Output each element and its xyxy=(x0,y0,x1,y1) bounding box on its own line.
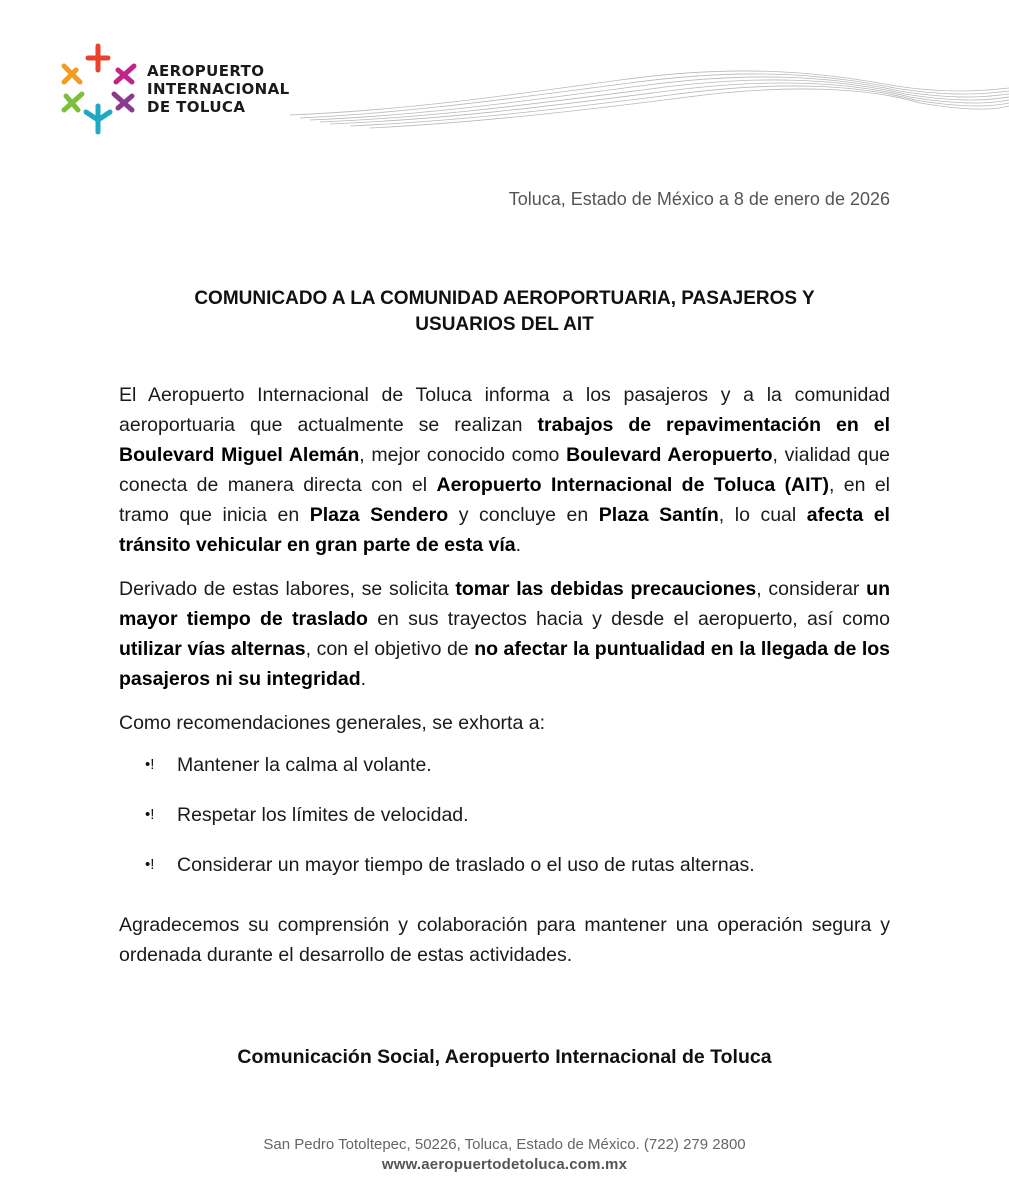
paragraph-2 xyxy=(119,574,890,694)
logo-plane-red xyxy=(88,46,108,70)
paragraph-text: , con el objetivo de xyxy=(305,638,475,660)
footer-address: San Pedro Totoltepec, 50226, Toluca, Estado de México. (722) 279 2800 xyxy=(263,1136,746,1153)
list-item-text: Mantener la calma al volante. xyxy=(177,754,432,776)
footer xyxy=(119,1135,890,1175)
paragraph-text: . xyxy=(515,534,522,556)
title-line-2: USUARIOS DEL AIT xyxy=(415,314,594,335)
emphasis-text: Aeropuerto Internacional de Toluca (AIT) xyxy=(436,474,829,496)
document-date: Toluca, Estado de México a 8 de enero de 2026 xyxy=(508,189,890,209)
bullet-icon: •! xyxy=(145,756,155,773)
emphasis-text: un mayor tiempo de traslado xyxy=(119,578,890,630)
bullet-icon: •! xyxy=(145,856,155,873)
paragraph-text: , mejor conocido como xyxy=(359,444,567,466)
emphasis-text: trabajos de repavimentación en el Boulevard Miguel Alemán xyxy=(119,414,890,466)
closing-paragraph: Agradecemos su comprensión y colaboración para mantener una operación segura y ordenada durante el desarrollo de estas actividades. xyxy=(119,914,890,966)
emphasis-text: tomar las debidas precauciones xyxy=(455,578,757,600)
logo-line-3: DE TOLUCA xyxy=(147,98,246,116)
list-item xyxy=(119,800,890,850)
list-item-text: Considerar un mayor tiempo de traslado o el uso de rutas alternas. xyxy=(177,854,755,876)
paragraph-text: , vialidad que conecta de manera directa con el xyxy=(119,444,891,496)
recommendations-list xyxy=(119,750,890,900)
paragraph-text: , en el tramo que inicia en xyxy=(119,474,890,526)
logo-plane-orange xyxy=(64,66,80,82)
emphasis-text: Plaza Sendero xyxy=(309,504,449,526)
document-title xyxy=(119,286,890,338)
logo-plane-cyan xyxy=(86,106,110,132)
paragraph-1 xyxy=(119,380,890,560)
airport-logo-text xyxy=(147,62,290,116)
emphasis-text: no afectar la puntualidad en la llegada de los pasajeros ni su integridad xyxy=(119,638,891,690)
logo-plane-magenta xyxy=(116,66,134,82)
paragraph-text: en sus trayectos hacia y desde el aeropuerto, así como xyxy=(367,608,890,630)
bullet-icon: •! xyxy=(145,806,155,823)
paragraph-text: Derivado de estas labores, se solicita xyxy=(119,578,456,600)
paragraph-text: . xyxy=(360,668,367,690)
list-item xyxy=(119,750,890,800)
title-line-1: COMUNICADO A LA COMUNIDAD AEROPORTUARIA, PASAJEROS Y xyxy=(194,288,815,309)
list-item-text: Respetar los límites de velocidad. xyxy=(177,804,469,826)
emphasis-text: afecta el tránsito vehicular en gran parte de esta vía xyxy=(119,504,890,556)
logo-plane-green xyxy=(64,94,82,110)
emphasis-text: Boulevard Aeropuerto xyxy=(566,444,773,466)
paragraph-text: , considerar xyxy=(756,578,867,600)
signature: Comunicación Social, Aeropuerto Internacional de Toluca xyxy=(237,1046,772,1068)
paragraph-text: El Aeropuerto Internacional de Toluca informa a los pasajeros y a la comunidad aeroportuaria que actualmente se realizan xyxy=(119,384,890,436)
emphasis-text: Plaza Santín xyxy=(598,504,719,526)
decorative-waves xyxy=(290,40,1009,130)
letterhead xyxy=(0,0,1009,150)
logo-line-1: AEROPUERTO xyxy=(147,62,265,80)
logo-line-2: INTERNACIONAL xyxy=(147,80,290,98)
list-item xyxy=(119,850,890,900)
document-body xyxy=(119,380,890,984)
recommendations-intro: Como recomendaciones generales, se exhorta a: xyxy=(119,712,545,734)
emphasis-text: utilizar vías alternas xyxy=(119,638,306,660)
airport-logo-icon xyxy=(56,40,140,136)
logo-plane-purple xyxy=(114,94,132,110)
paragraph-text: , lo cual xyxy=(718,504,807,526)
footer-website-link[interactable]: www.aeropuertodetoluca.com.mx xyxy=(381,1156,628,1173)
paragraph-text: y concluye en xyxy=(448,504,599,526)
